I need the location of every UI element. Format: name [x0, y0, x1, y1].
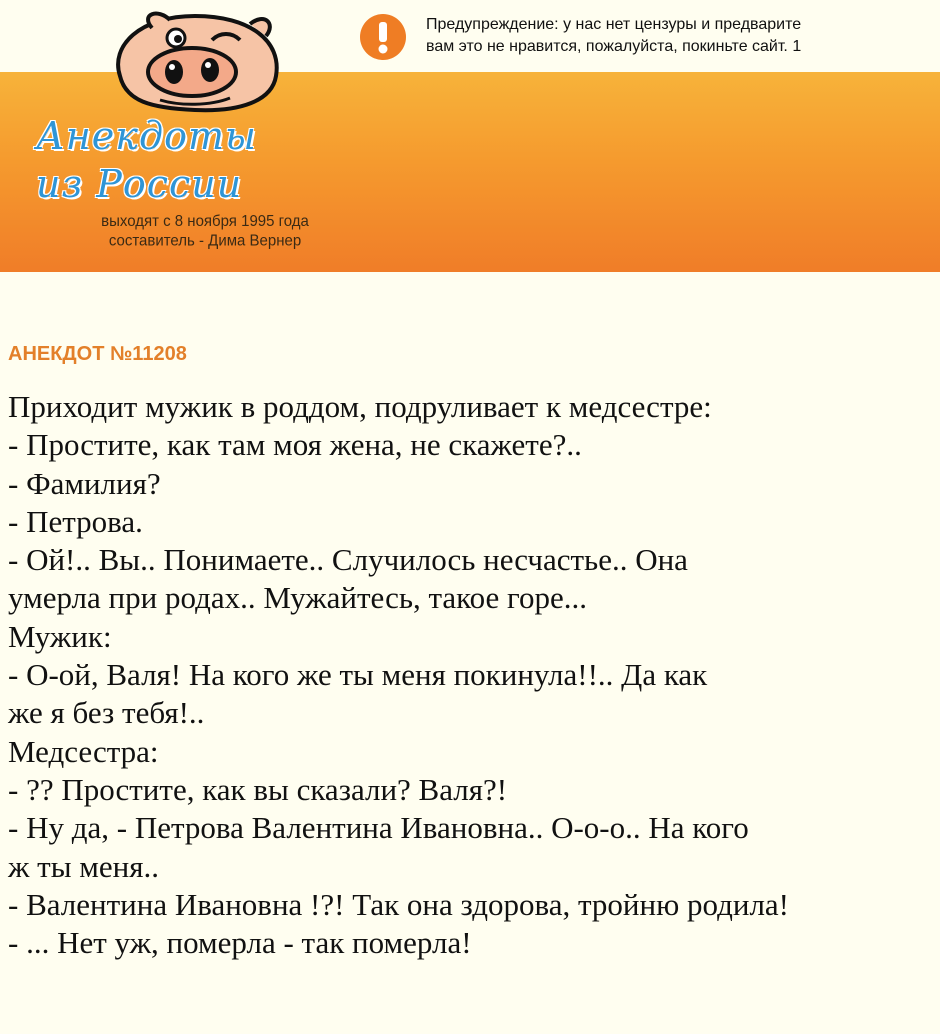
site-logo-title[interactable] — [36, 112, 356, 208]
censorship-warning — [426, 14, 940, 58]
warning-line2: вам это не нравится, пожалуйста, покиньте сайт. 1 — [426, 38, 802, 55]
joke-line: - О-ой, Валя! На кого же ты меня покинула!!.. Да как — [8, 657, 708, 693]
joke-line: - ... Нет уж, померла - так померла! — [8, 925, 472, 961]
joke-line: же я без тебя!.. — [8, 695, 205, 731]
joke-line: - Валентина Ивановна !?! Так она здорова, тройню родила! — [8, 886, 790, 922]
joke-line: - Ну да, - Петрова Валентина Ивановна.. О-о-о.. На кого — [8, 810, 749, 846]
logo-title-line2: из России — [36, 162, 243, 206]
site-header — [0, 0, 940, 272]
joke-line: - ?? Простите, как вы сказали? Валя?! — [8, 771, 508, 807]
joke-line: Мужик: — [8, 618, 112, 654]
joke-line: - Простите, как там моя жена, не скажете?.. — [8, 427, 582, 463]
joke-line: - Фамилия? — [8, 465, 161, 501]
joke-line: ж ты меня.. — [8, 848, 160, 884]
joke-line: Приходит мужик в роддом, подруливает к медсестре: — [8, 389, 712, 424]
exclamation-icon — [358, 12, 408, 62]
logo-title-line1: Анекдоты — [36, 114, 257, 158]
joke-line: - Петрова. — [8, 503, 143, 539]
joke-line: - Ой!.. Вы.. Понимаете.. Случилось несчастье.. Она — [8, 542, 688, 578]
joke-text — [8, 388, 933, 962]
joke-line: умерла при родах.. Мужайтесь, такое горе... — [8, 580, 587, 616]
logo-subtitle-line1: выходят с 8 ноября 1995 года — [101, 212, 309, 230]
warning-line1: Предупреждение: у нас нет цензуры и предварите — [426, 16, 802, 33]
logo-subtitle-line2: составитель - Дима Вернер — [108, 232, 302, 250]
joke-line: Медсестра: — [8, 733, 159, 769]
joke-title: АНЕКДОТ №11208 — [8, 343, 187, 365]
pig-mascot-icon[interactable] — [100, 6, 290, 116]
logo-subtitle — [40, 211, 370, 251]
